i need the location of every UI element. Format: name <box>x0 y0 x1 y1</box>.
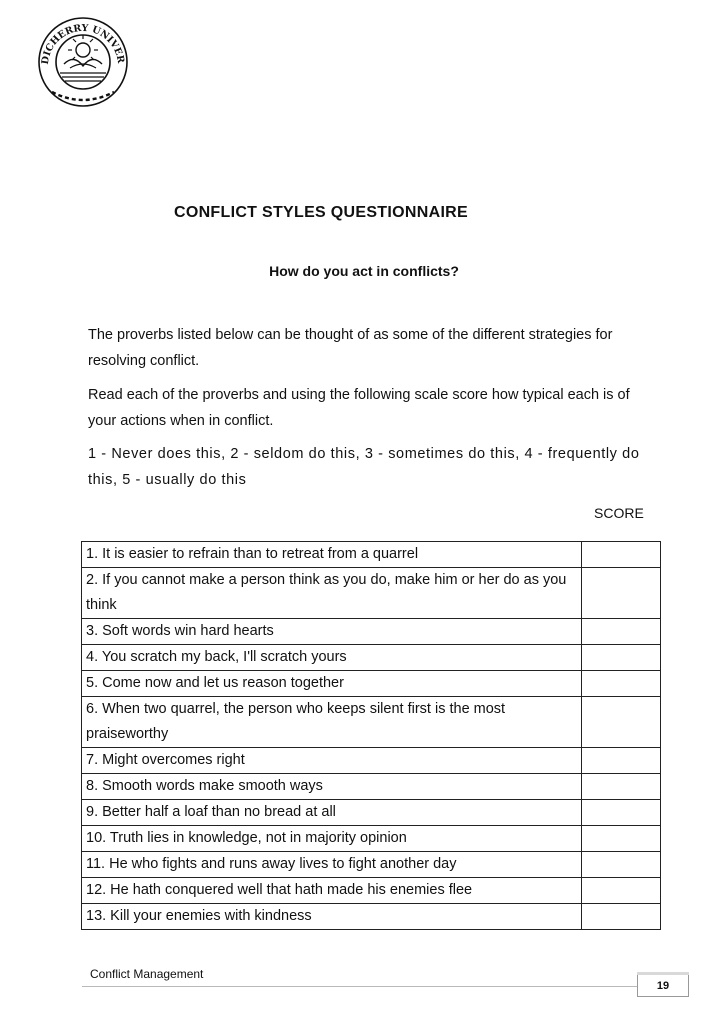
instructions-paragraph: Read each of the proverbs and using the following scale score how typical each is of your actions when in conflict. <box>88 387 630 429</box>
page-title: CONFLICT STYLES QUESTIONNAIRE <box>173 204 469 221</box>
score-cell[interactable] <box>582 697 661 748</box>
table-row <box>82 878 661 904</box>
scale-paragraph: 1 - Never does this, 2 - seldom do this, 3 - sometimes do this, 4 - frequently do this, 5 - usually do this <box>88 446 640 488</box>
score-cell[interactable] <box>582 904 661 930</box>
score-cell[interactable] <box>582 826 661 852</box>
score-cell[interactable] <box>582 671 661 697</box>
score-cell[interactable] <box>582 774 661 800</box>
score-cell[interactable] <box>582 645 661 671</box>
proverb-text: 2. If you cannot make a person think as you do, make him or her do as you think <box>82 568 582 619</box>
table-row <box>82 645 661 671</box>
score-cell[interactable] <box>582 852 661 878</box>
table-row <box>82 568 661 619</box>
table-row <box>82 542 661 568</box>
score-cell[interactable] <box>582 800 661 826</box>
proverb-text: 7. Might overcomes right <box>82 748 582 774</box>
score-column-label: SCORE <box>594 505 644 521</box>
table-row <box>82 904 661 930</box>
proverb-text: 10. Truth lies in knowledge, not in majority opinion <box>82 826 582 852</box>
university-seal-icon <box>34 10 132 110</box>
proverb-text: 6. When two quarrel, the person who keeps silent first is the most praiseworthy <box>82 697 582 748</box>
score-cell[interactable] <box>582 878 661 904</box>
score-cell[interactable] <box>582 748 661 774</box>
table-row <box>82 852 661 878</box>
footer-title: Conflict Management <box>90 967 204 981</box>
table-row <box>82 800 661 826</box>
proverb-text: 4. You scratch my back, I'll scratch yours <box>82 645 582 671</box>
proverb-text: 1. It is easier to refrain than to retreat from a quarrel <box>82 542 582 568</box>
intro-paragraph: The proverbs listed below can be thought of as some of the different strategies for resolving conflict. <box>88 327 613 369</box>
proverb-text: 3. Soft words win hard hearts <box>82 619 582 645</box>
table-row <box>82 697 661 748</box>
proverb-text: 8. Smooth words make smooth ways <box>82 774 582 800</box>
proverb-text: 13. Kill your enemies with kindness <box>82 904 582 930</box>
table-row <box>82 774 661 800</box>
proverb-text: 11. He who fights and runs away lives to fight another day <box>82 852 582 878</box>
table-row <box>82 671 661 697</box>
score-cell[interactable] <box>582 568 661 619</box>
table-row <box>82 619 661 645</box>
table-row <box>82 826 661 852</box>
page-number: 19 <box>656 980 670 992</box>
score-cell[interactable] <box>582 542 661 568</box>
table-row <box>82 748 661 774</box>
seal-lettering: DICHERRY UNIVER <box>39 22 127 66</box>
proverbs-table <box>81 541 661 930</box>
score-cell[interactable] <box>582 619 661 645</box>
proverb-text: 5. Come now and let us reason together <box>82 671 582 697</box>
page-subtitle: How do you act in conflicts? <box>269 263 459 279</box>
proverb-text: 12. He hath conquered well that hath made his enemies flee <box>82 878 582 904</box>
page-number-box <box>637 972 689 997</box>
footer-divider <box>82 986 638 987</box>
proverb-text: 9. Better half a loaf than no bread at all <box>82 800 582 826</box>
